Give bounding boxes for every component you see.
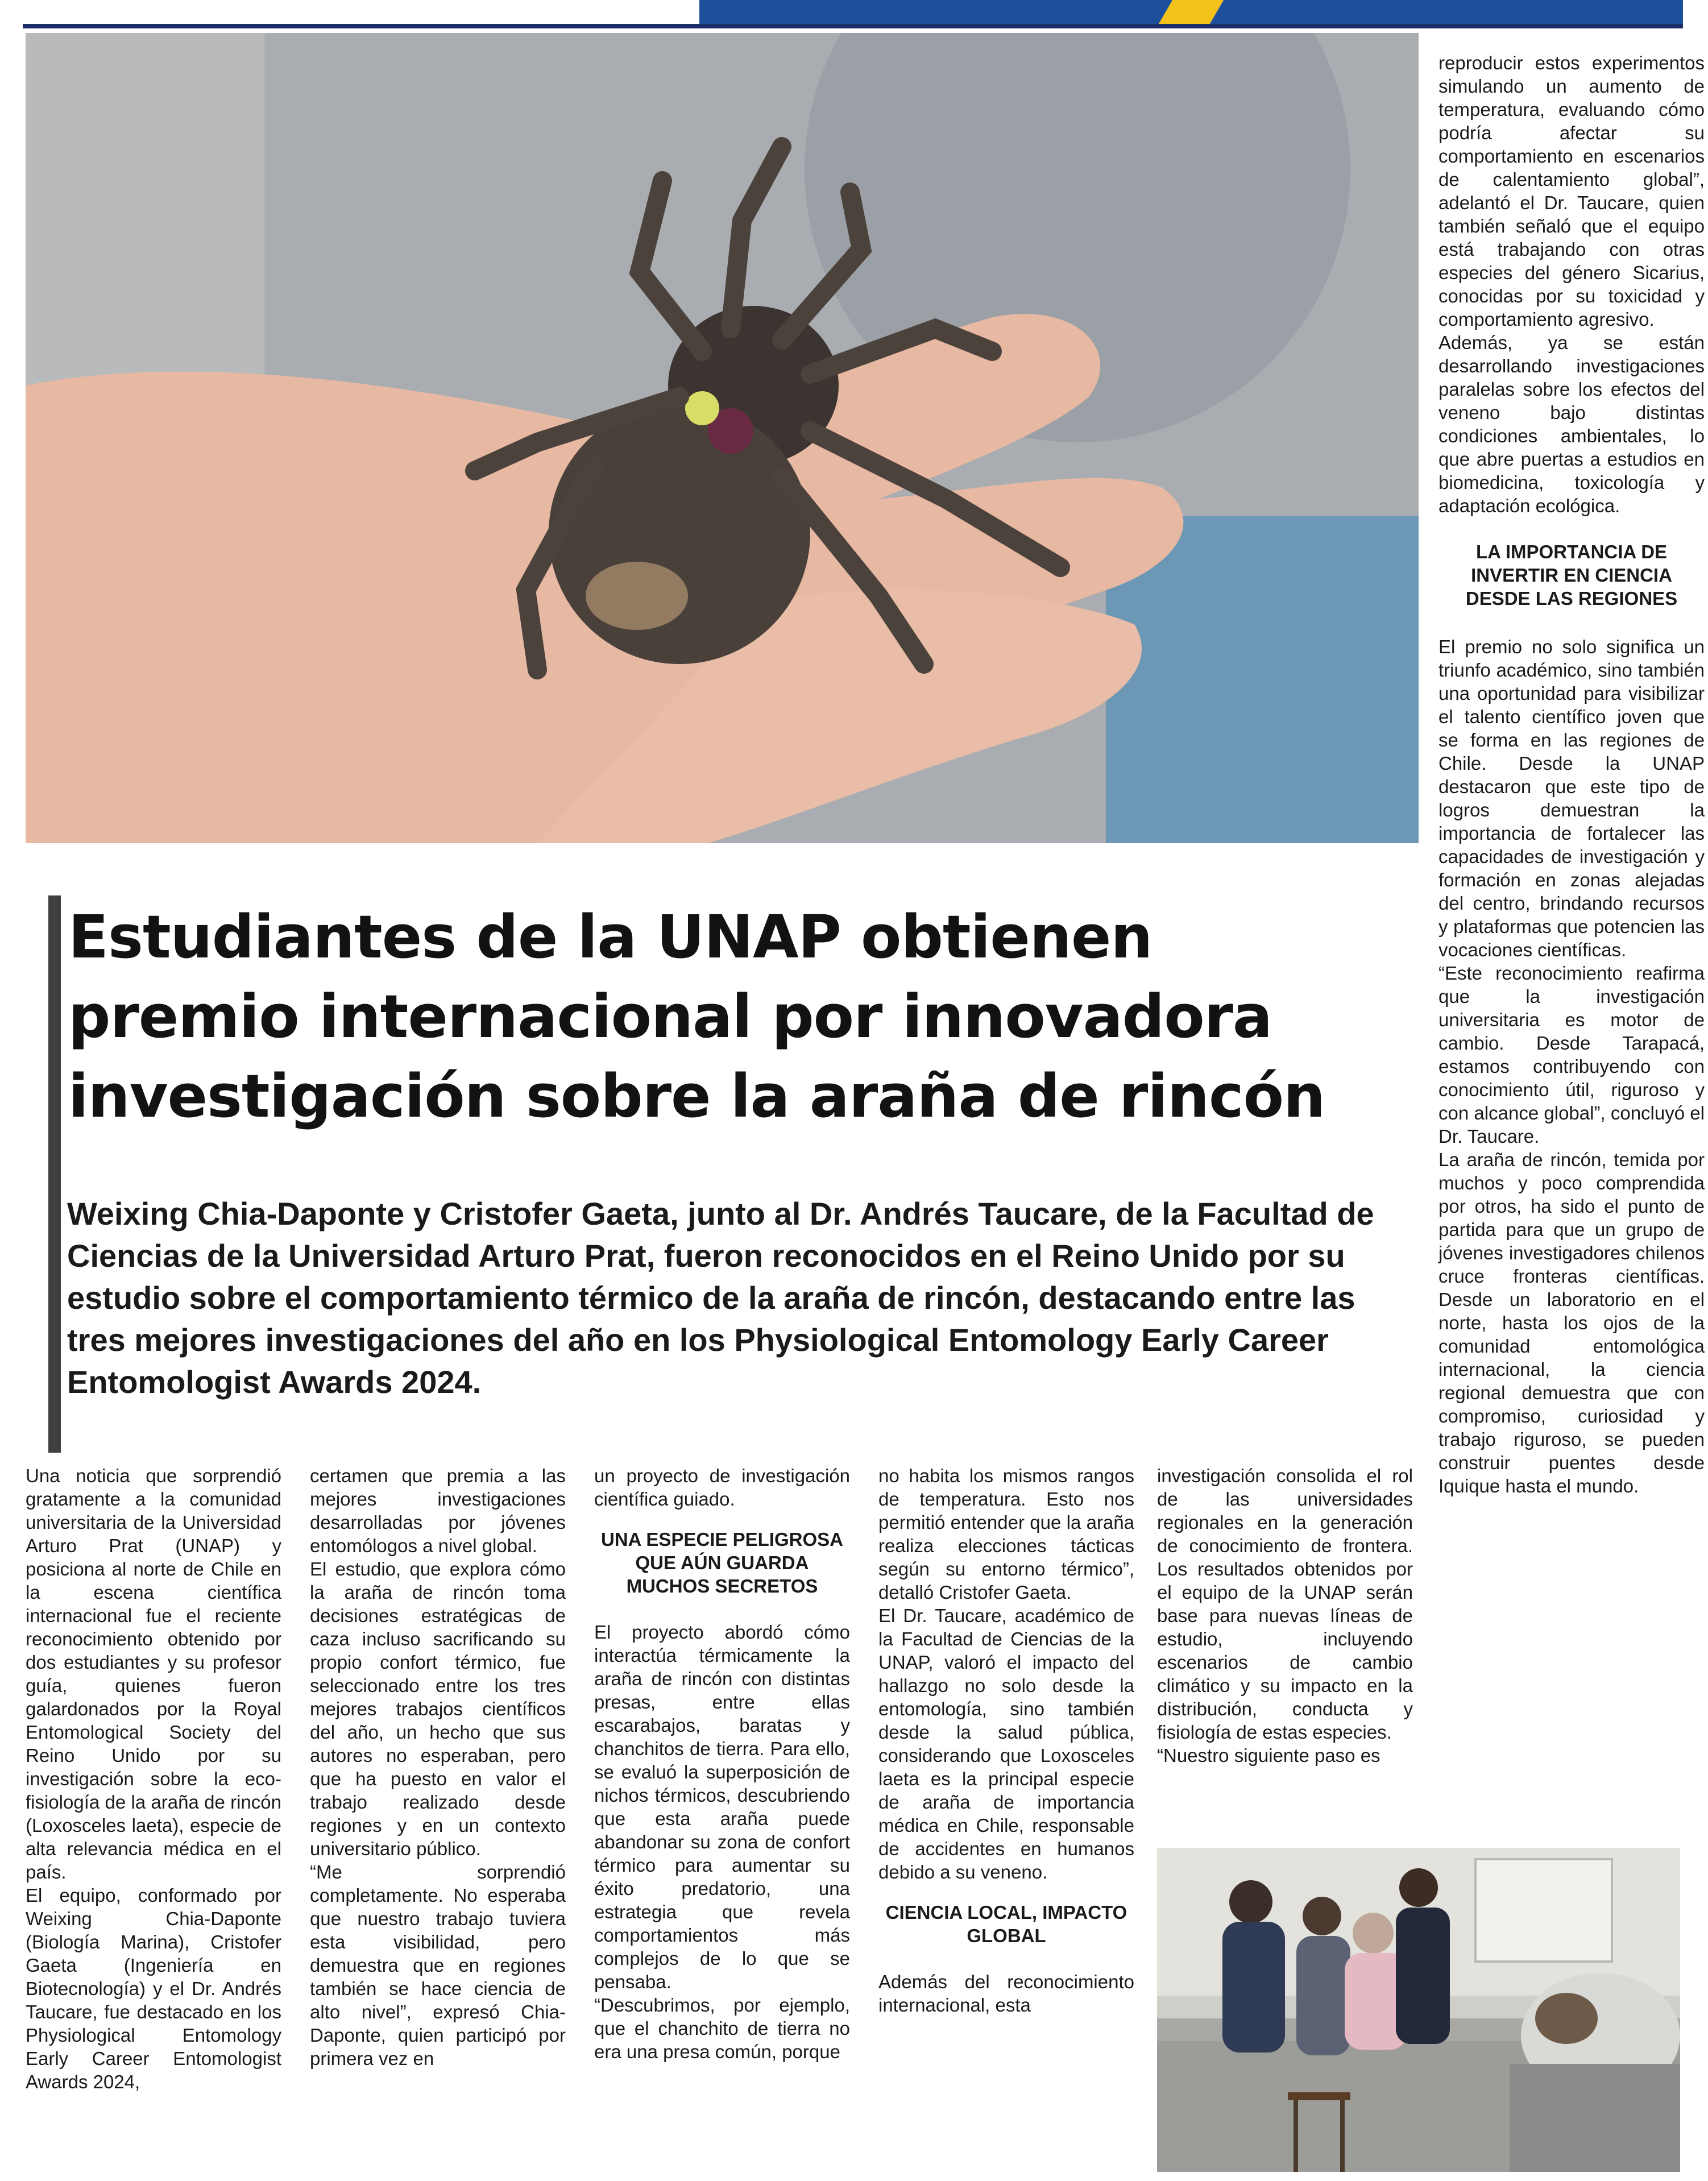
paragraph: El proyecto abordó cómo interactúa térmicamente la araña de rincón con distintas presas, entre ellas escarabajos, baratas y chanchitos de tierra. Para ello, se evaluó la superposición de nichos térmicos, descubriendo que esta araña puede abandonar su zona de confort térmico para aumentar su éxito predatorio, una estrategia que revela comportamientos más complejos de lo que se pensaba. xyxy=(594,1622,850,1992)
article-column-1 xyxy=(26,1464,281,2093)
paragraph: certamen que premia a las mejores investigaciones desarrolladas por jóvenes entomólogos a nivel global. xyxy=(310,1465,566,1556)
section-subhead: CIENCIA LOCAL, IMPACTO GLOBAL xyxy=(885,1902,1127,1946)
paragraph: “Este reconocimiento reafirma que la investigación universitaria es motor de cambio. Desde Tarapacá, estamos contribuyendo con conocimiento útil, riguroso y con alcance global”, concluyó el Dr. Taucare. xyxy=(1438,963,1705,1147)
paragraph: un proyecto de investigación científica guiado. xyxy=(594,1465,850,1510)
article-column-5 xyxy=(1157,1464,1413,1767)
paragraph: El equipo, conformado por Weixing Chia-Daponte (Biología Marina), Cristofer Gaeta (Ingeniería en Biotecnología) y el Dr. Andrés Taucare, fue destacado en los Physiological Entomology Early Career Entomologist Awards 2024, xyxy=(26,1885,281,2092)
article-column-2 xyxy=(310,1464,566,2070)
paragraph: investigación consolida el rol de las universidades regionales en la generación de conocimiento de frontera. Los resultados obtenidos por el equipo de la UNAP serán base para nuevas líneas de estudio, incluyendo escenarios de cambio climático y su impacto en la distribución, conducta y fisiología de estas especies. xyxy=(1157,1465,1413,1743)
paragraph: El premio no solo significa un triunfo académico, sino también una oportunidad para visibilizar el talento científico joven que se forma en las regiones de Chile. Desde la UNAP destacaron que este tipo de logros demuestran la importancia de fortalecer las capacidades de investigación y formación en zonas alejadas del centro, brindando recursos y plataformas que potencien las vocaciones científicas. xyxy=(1438,636,1705,960)
paragraph: Además, ya se están desarrollando investigaciones paralelas sobre los efectos del veneno bajo distintas condiciones ambientales, lo que abre puertas a estudios en biomedicina, toxicología y adaptación ecológica. xyxy=(1438,332,1705,516)
paragraph: reproducir estos experimentos simulando un aumento de temperatura, evaluando cómo podría afectar su comportamiento en escenarios de calentamiento global”, adelantó el Dr. Taucare, quien también señaló que el equipo está trabajando con otras especies del género Sicarius, conocidas por su toxicidad y comportamiento agresivo. xyxy=(1438,52,1705,330)
paragraph: no habita los mismos rangos de temperatura. Esto nos permitió entender que la araña realiza elecciones tácticas según su entorno térmico”, detalló Cristofer Gaeta. xyxy=(878,1465,1134,1603)
paragraph: “Descubrimos, por ejemplo, que el chanchito de tierra no era una presa común, porque xyxy=(594,1995,850,2062)
paragraph: “Me sorprendió completamente. No esperaba que nuestro trabajo tuviera esta visibilidad, pero demuestra que en regiones también se hace ciencia de alto nivel”, expresó Chia-Daponte, quien participó por primera vez en xyxy=(310,1861,566,2069)
paragraph: Una noticia que sorprendió gratamente a la comunidad universitaria de la Universidad Arturo Prat (UNAP) y posiciona al norte de Chile en la escena científica internacional fue el reciente reconocimiento obtenido por dos estudiantes y su profesor guía, quienes fueron galardonados por la Royal Entomological Society del Reino Unido por su investigación sobre la eco-fisiología de la araña de rincón (Loxosceles laeta), especie de alta relevancia médica en el país. xyxy=(26,1465,281,1883)
top-banner xyxy=(0,0,1708,27)
article-column-3 xyxy=(594,1464,850,2063)
headline: Estudiantes de la UNAP obtienen premio internacional por innovadora investigación sobre la araña de rincón xyxy=(68,902,1325,1131)
headline-accent-bar xyxy=(48,895,61,1453)
spider-photo-illustration xyxy=(26,33,1419,843)
lab-photo xyxy=(1157,1848,1680,2172)
section-subhead: LA IMPORTANCIA DE INVERTIR EN CIENCIA DESDE LAS REGIONES xyxy=(1465,541,1678,609)
section-subhead: UNA ESPECIE PELIGROSA QUE AÚN GUARDA MUCHOS SECRETOS xyxy=(600,1529,844,1597)
paragraph: El Dr. Taucare, académico de la Facultad de Ciencias de la UNAP, valoró el impacto del hallazgo no solo desde la entomología, sino también desde la salud pública, considerando que Loxosceles laeta es la principal especie de araña de importancia médica en Chile, responsable de accidentes en humanos debido a su veneno. xyxy=(878,1605,1134,1883)
paragraph: La araña de rincón, temida por muchos y poco comprendida por otros, ha sido el punto de partida para que un grupo de jóvenes investigadores chilenos cruce fronteras científicas. Desde un laboratorio en el norte, hasta los ojos de la comunidad entomológica internacional, la ciencia regional demuestra que con compromiso, curiosidad y trabajo riguroso, se pueden construir puentes desde Iquique hasta el mundo. xyxy=(1438,1149,1705,1496)
article-deck: Weixing Chia-Daponte y Cristofer Gaeta, junto al Dr. Andrés Taucare, de la Facultad de Ciencias de la Universidad Arturo Prat, fueron reconocidos en el Reino Unido por su estudio sobre el comportamiento térmico de la araña de rincón, destacando entre las tres mejores investigaciones del año en los Physiological Entomology Early Career Entomologist Awards 2024. xyxy=(67,1196,1374,1400)
lab-photo-illustration xyxy=(1157,1848,1680,2172)
paragraph: Además del reconocimiento internacional, esta xyxy=(878,1971,1134,2016)
article-column-4 xyxy=(878,1464,1134,2017)
paragraph: El estudio, que explora cómo la araña de rincón toma decisiones estratégicas de caza incluso sacrificando su propio confort térmico, fue seleccionado entre los tres mejores trabajos científicos del año, un hecho que sus autores no esperaban, pero que ha puesto en valor el trabajo realizado desde regiones y en un contexto universitario público. xyxy=(310,1558,566,1859)
paragraph: “Nuestro siguiente paso es xyxy=(1157,1745,1381,1766)
banner-rule xyxy=(23,24,1683,28)
article-column-right xyxy=(1438,51,1705,1498)
spider-photo xyxy=(26,33,1419,843)
